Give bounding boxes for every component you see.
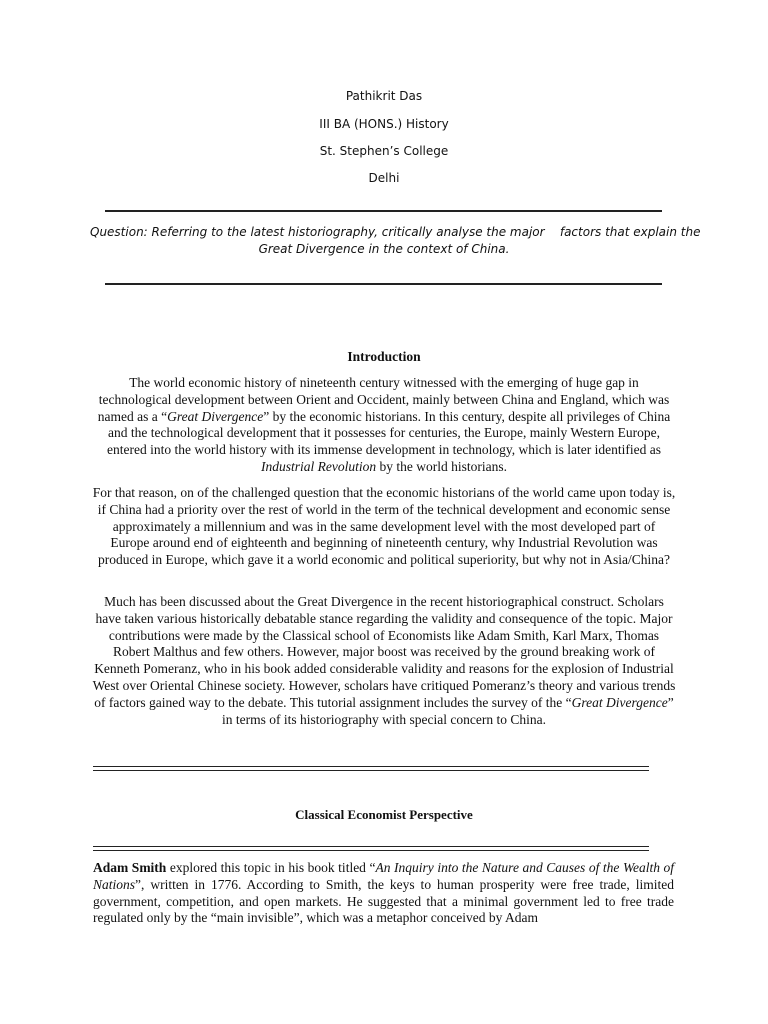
intro-p1-term-great-divergence: Great Divergence [167, 408, 264, 424]
classical-heading: Classical Economist Perspective [295, 807, 473, 822]
intro-p3-text-b: ” in terms of its historiography with special concern to China. [222, 694, 674, 727]
author-course: III BA (HONS.) History [319, 117, 449, 131]
introduction-paragraph-1 [92, 375, 676, 476]
classical-paragraph-1 [93, 860, 674, 927]
intro-p1-text-b: ” by the economic historians. In this century, despite all privileges of China and the technological development that it possesses for centuries, the Europe, mainly Western Europe, entered into the world history with its immense development in technology, which is later identified as [106, 408, 671, 458]
author-city: Delhi [368, 171, 400, 185]
intro-p1-text-a: The world economic history of nineteenth century witnessed with the emerging of huge gap in technological development between Orient and Occident, mainly between China and England, which was named as a “ [97, 375, 670, 424]
header-rule-bottom [105, 283, 662, 285]
question-line-2: Great Divergence in the context of China. [258, 242, 510, 256]
classical-p1-book-title: An Inquiry into the Nature and Causes of the Wealth of Nations [93, 860, 674, 892]
classical-p1-text-a: explored this topic in his book titled “ [166, 860, 376, 875]
question-line-1: Question: Referring to the latest historiography, critically analyse the major factors that explain the [90, 225, 701, 239]
header-rule-top [105, 210, 662, 212]
introduction-paragraph-3 [92, 594, 676, 728]
intro-p1-term-industrial-revolution: Industrial Revolution [261, 458, 377, 474]
classical-p1-name: Adam Smith [93, 860, 167, 875]
assignment-question [90, 224, 701, 258]
author-college: St. Stephen’s College [319, 144, 449, 158]
classical-p1-text-b: ”, written in 1776. According to Smith, the keys to human prosperity were free trade, limited government, competition, and open markets. He suggested that a minimal government led to free trade regulated only by the “main invisible”, which was a metaphor conceived by Adam [93, 876, 674, 926]
introduction-heading: Introduction [347, 349, 421, 364]
intro-p3-text-a: Much has been discussed about the Great Divergence in the recent historiographical construct. Scholars have taken various historically debatable stance regarding the validity and consequence of the topic. Major contributions were made by the Classical school of Economists like Adam Smith, Karl Marx, Thomas Robert Malthus and few others. However, major boost was received by the ground breaking work of Kenneth Pomeranz, who in his book added considerable validity and reasons for the explosion of Industrial West over Oriental Chinese society. However, scholars have critiqued Pomeranz’s theory and various trends of factors gained way to the debate. This tutorial assignment includes the survey of the “ [92, 594, 676, 710]
intro-p3-term-great-divergence: Great Divergence [571, 694, 668, 710]
section-divider-top [93, 766, 649, 771]
section-divider-bottom [93, 846, 649, 851]
author-name: Pathikrit Das [345, 89, 423, 103]
intro-p1-text-c: by the world historians. [376, 458, 507, 474]
introduction-paragraph-2: For that reason, on of the challenged question that the economic historians of the world came upon today is, if China had a priority over the rest of world in the term of the technical development and economic sense approximately a millennium and was in the same development level with the most developed part of Europe around end of eighteenth and beginning of nineteenth century, why Industrial Revolution was produced in Europe, which gave it a world economic and political superiority, but why not in Asia/China? [92, 485, 676, 568]
